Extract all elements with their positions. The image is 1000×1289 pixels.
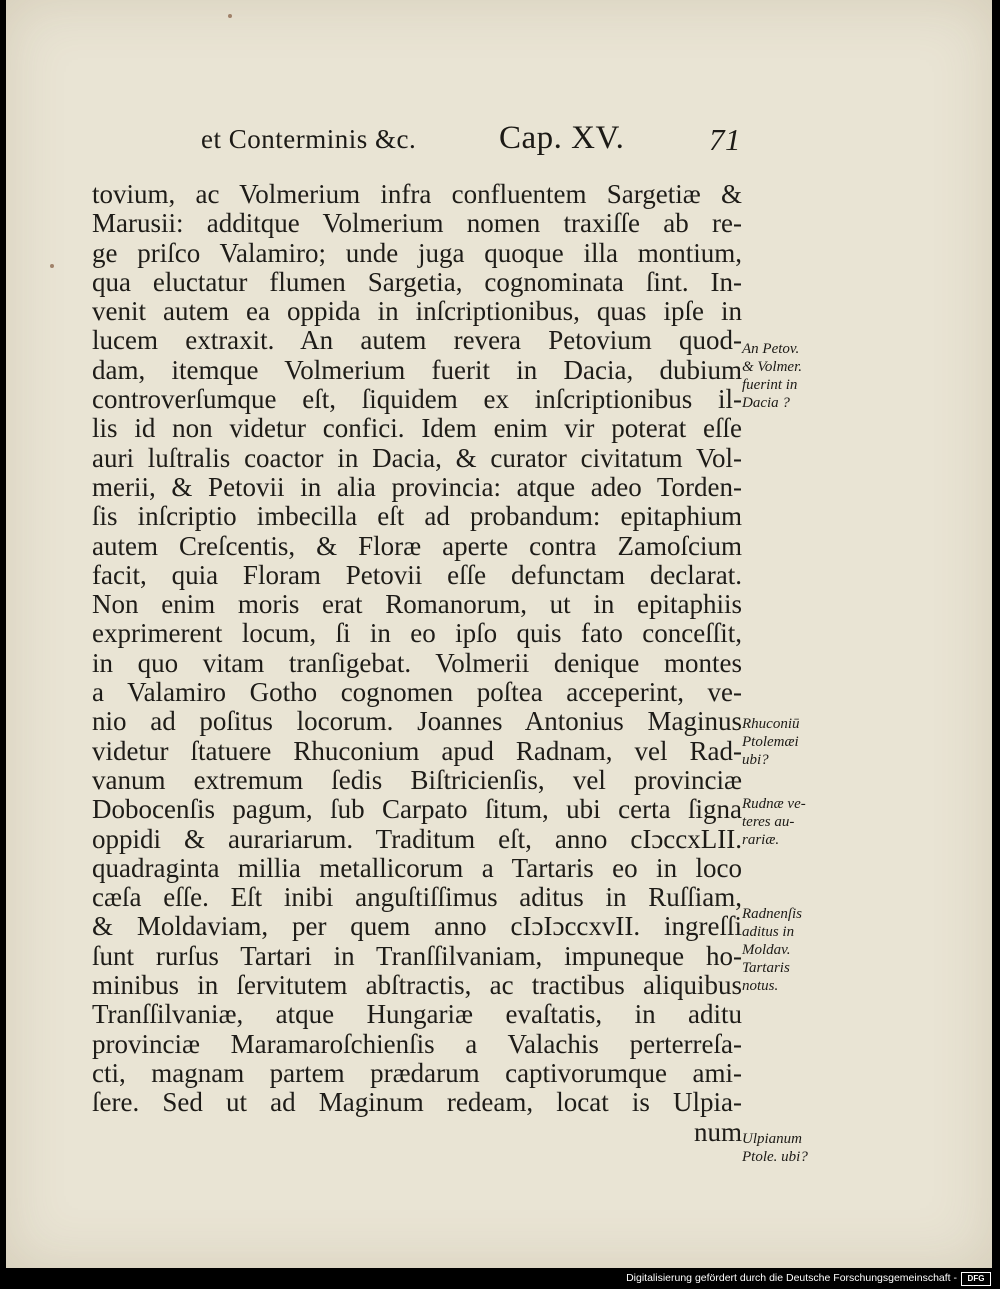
- text-line: dam, itemque Volmerium fuerit in Dacia, dubium: [92, 354, 742, 385]
- text-line: in quo vitam tranſigebat. Volmerii denique montes: [92, 647, 742, 678]
- footer-text: Digitalisierung gefördert durch die Deutsche Forschungsgemeinschaft -: [626, 1272, 957, 1284]
- text-line: cæſa eſſe. Eſt inibi anguſtiſſimus aditus in Ruſſiam,: [92, 882, 742, 913]
- text-line: ge priſco Valamiro; unde juga quoque illa montium,: [92, 237, 742, 268]
- text-line: ſis inſcriptio imbecilla eſt ad probandum: epitaphium: [92, 501, 742, 532]
- margin-note: Rhuconiū Ptolemæi ubi?: [742, 716, 800, 768]
- paper-speck: [50, 264, 54, 268]
- text-line: auri luſtralis coactor in Dacia, & curator civitatum Vol-: [92, 442, 742, 473]
- dfg-logo: DFG: [961, 1272, 991, 1286]
- paper-speck: [228, 14, 232, 18]
- header-title: et Conterminis &c.: [201, 124, 417, 154]
- text-line: a Valamiro Gotho cognomen poſtea acceperint, ve-: [92, 677, 742, 708]
- book-page: [6, 0, 992, 1268]
- text-line: oppidi & aurariarum. Traditum eſt, anno cIɔccxLII.: [92, 823, 742, 854]
- margin-note: Rudnæ ve- teres au- rariæ.: [742, 796, 806, 848]
- margin-note: Radnenſis aditus in Moldav. Tartaris notus.: [742, 906, 802, 994]
- text-line: Non enim moris erat Romanorum, ut in epitaphiis: [92, 589, 742, 620]
- text-line: ſere. Sed ut ad Maginum redeam, locat is Ulpia-: [92, 1087, 742, 1118]
- text-line: exprimerent locum, ſi in eo ipſo quis fato conceſſit,: [92, 618, 742, 649]
- text-line: venit autem ea oppida in inſcriptionibus, quas ipſe in: [92, 296, 742, 327]
- margin-note: An Petov. & Volmer. fuerint in Dacia ?: [742, 341, 802, 411]
- text-line: Marusii: additque Volmerium nomen traxiſſe ab re-: [92, 208, 742, 239]
- main-text-block: [92, 180, 742, 1147]
- text-line: facit, quia Floram Petovii eſſe defunctam declarat.: [92, 559, 742, 590]
- footer-credit: [600, 1270, 995, 1286]
- text-line: quadraginta millia metallicorum a Tartaris eo in loco: [92, 852, 742, 883]
- text-line: merii, & Petovii in alia provincia: atque adeo Torden-: [92, 471, 742, 502]
- text-line: lis id non videtur confici. Idem enim vir poterat eſſe: [92, 413, 742, 444]
- header-chapter: Cap. XV.: [499, 120, 625, 156]
- text-line: & Moldaviam, per quem anno cIɔIɔccxvII. ingreſſi: [92, 911, 742, 942]
- text-line: vanum extremum ſedis Biſtricienſis, vel provinciæ: [92, 764, 742, 795]
- text-line: minibus in ſervitutem abſtractis, ac tractibus aliquibus: [92, 970, 742, 1001]
- text-line: lucem extraxit. An autem revera Petovium quod-: [92, 325, 742, 356]
- page-number: 71: [709, 122, 741, 157]
- text-line: Dobocenſis pagum, ſub Carpato ſitum, ubi certa ſigna: [92, 794, 742, 825]
- text-line: provinciæ Maramaroſchienſis a Valachis perterreſa-: [92, 1028, 742, 1059]
- text-line: num: [693, 1116, 742, 1147]
- text-line: autem Creſcentis, & Floræ aperte contra Zamoſcium: [92, 530, 742, 561]
- text-line: videtur ſtatuere Rhuconium apud Radnam, vel Rad-: [92, 735, 742, 766]
- running-header: [201, 120, 761, 160]
- text-line: tovium, ac Volmerium infra confluentem Sargetiæ &: [92, 179, 742, 209]
- text-line: cti, magnam partem prædarum captivorumque ami-: [92, 1057, 742, 1088]
- text-line: controverſumque eſt, ſiquidem ex inſcriptionibus il-: [92, 384, 742, 415]
- text-line: Tranſſilvaniæ, atque Hungariæ evaſtatis, in aditu: [92, 999, 742, 1030]
- text-line: nio ad poſitus locorum. Joannes Antonius Maginus: [92, 706, 742, 737]
- margin-note: Ulpianum Ptole. ubi?: [742, 1131, 808, 1165]
- text-line: qua eluctatur flumen Sargetia, cognominata ſint. In-: [92, 266, 742, 297]
- text-line: ſunt rurſus Tartari in Tranſſilvaniam, impuneque ho-: [92, 940, 742, 971]
